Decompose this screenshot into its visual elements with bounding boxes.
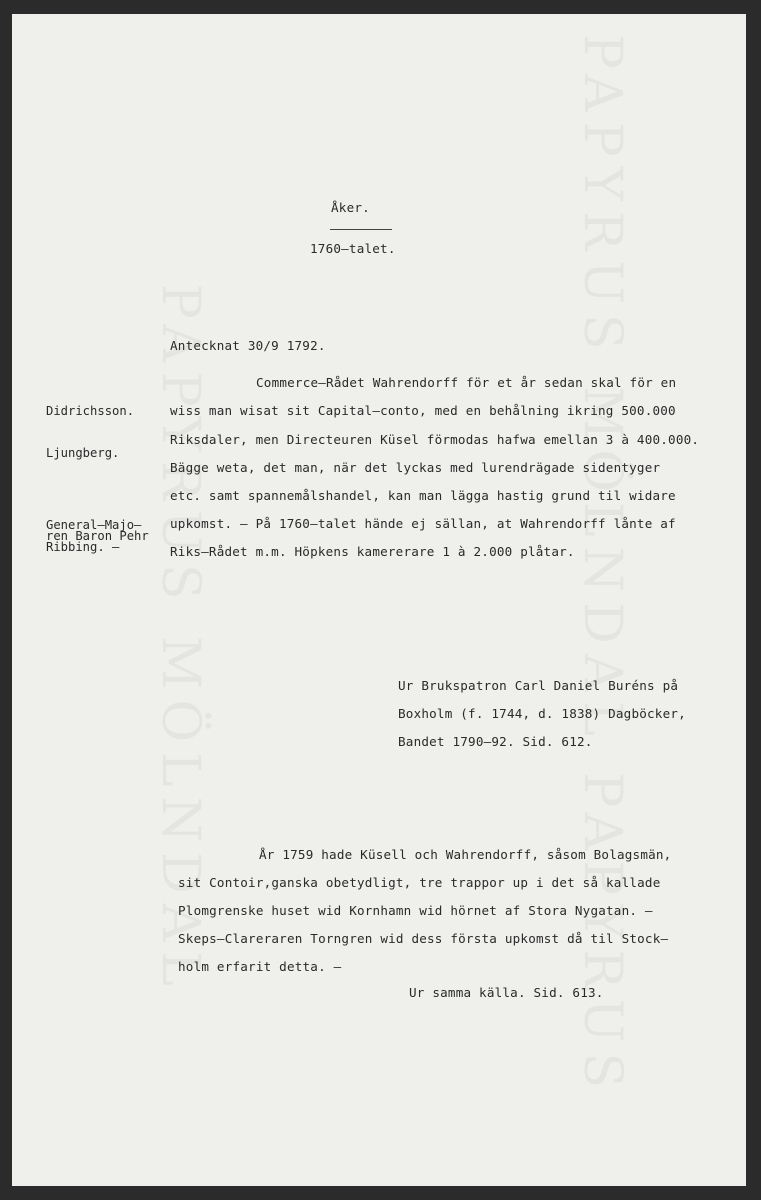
source-line-2: Ur samma källa. Sid. 613. xyxy=(409,985,604,1000)
watermark-right: PAPYRUS MÖLNDAL PAPYRUS xyxy=(572,34,632,1099)
paragraph1-line: Commerce–Rådet Wahrendorff för et år sedan skal för en xyxy=(256,375,677,390)
paragraph1-line: upkomst. – På 1760–talet hände ej sällan, at Wahrendorff lånte af xyxy=(170,516,676,531)
paragraph1-line: etc. samt spannemålshandel, kan man lägga hastig grund til widare xyxy=(170,488,676,503)
watermark-left: PAPYRUS MÖLNDAL xyxy=(150,284,210,996)
margin-note-ljungberg: Ljungberg. xyxy=(46,446,120,460)
title-underline xyxy=(330,229,392,230)
noted-date: Antecknat 30/9 1792. xyxy=(170,338,326,353)
source-line: Bandet 1790–92. Sid. 612. xyxy=(398,734,593,749)
paragraph1-line: Riksdaler, men Directeuren Küsel förmodas hafwa emellan 3 à 400.000. xyxy=(170,432,700,447)
paragraph1-line: Riks–Rådet m.m. Höpkens kamererare 1 à 2.000 plåtar. xyxy=(170,544,575,559)
paragraph2-line: holm erfarit detta. – xyxy=(178,959,342,974)
document-subtitle: 1760–talet. xyxy=(310,241,396,256)
document-title: Åker. xyxy=(331,200,370,215)
paragraph1-line: wiss man wisat sit Capital–conto, med en behålning ikring 500.000 xyxy=(170,403,676,418)
paragraph1-line: Bägge weta, det man, när det lyckas med lurendrägade sidentyger xyxy=(170,460,661,475)
paragraph2-line: År 1759 hade Küsell och Wahrendorff, såsom Bolagsmän, xyxy=(259,847,672,862)
paragraph2-line: sit Contoir,ganska obetydligt, tre trappor up i det så kallade xyxy=(178,875,661,890)
document-page xyxy=(12,14,746,1186)
margin-note-didrichsson: Didrichsson. xyxy=(46,404,135,418)
source-line: Boxholm (f. 1744, d. 1838) Dagböcker, xyxy=(398,706,686,721)
source-line: Ur Brukspatron Carl Daniel Buréns på xyxy=(398,678,679,693)
margin-note-ribbing: General–Majo– ren Baron Pehr Ribbing. – xyxy=(46,518,149,554)
paragraph2-line: Skeps–Clareraren Torngren wid dess första upkomst då til Stock– xyxy=(178,931,669,946)
paragraph2-line: Plomgrenske huset wid Kornhamn wid hörnet af Stora Nygatan. – xyxy=(178,903,653,918)
